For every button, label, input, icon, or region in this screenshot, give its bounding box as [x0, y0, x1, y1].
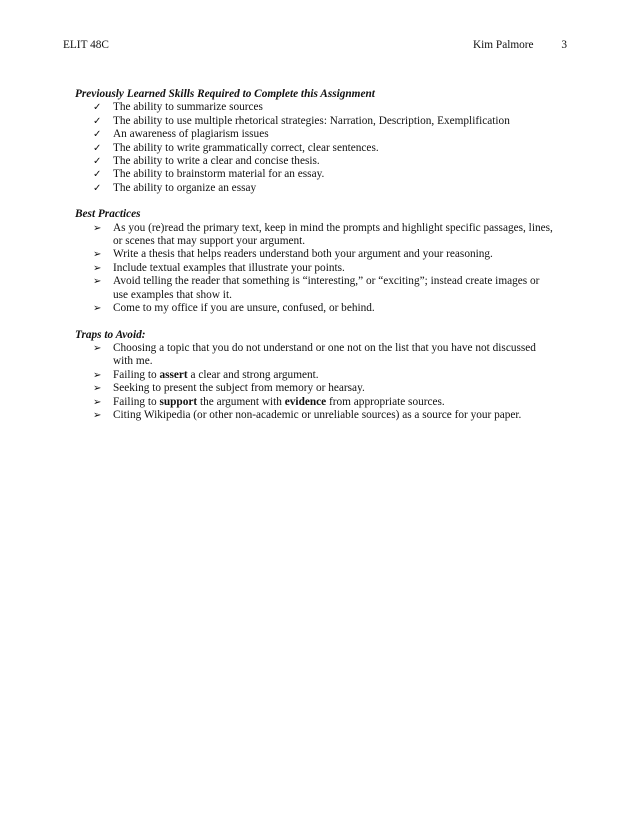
- list-item: [75, 342, 555, 369]
- best-practices-heading: Best Practices: [75, 208, 141, 221]
- arrowhead-icon: ➢: [93, 222, 102, 234]
- list-item: [75, 275, 555, 302]
- arrowhead-icon: ➢: [93, 409, 102, 421]
- emphasis-text: support: [159, 395, 198, 408]
- list-item: [75, 369, 555, 382]
- list-item-text: Avoid telling the reader that something is “interesting,” or “exciting”; instead create images or use examples that show it.: [113, 275, 540, 301]
- list-item: [75, 248, 555, 261]
- checkmark-icon: ✓: [93, 142, 102, 154]
- text-run: Citing Wikipedia (or other non-academic or unreliable sources) as a source for your paper.: [113, 408, 522, 421]
- checkmark-icon: ✓: [93, 129, 102, 141]
- list-item: [75, 302, 555, 315]
- author-name: Kim Palmore: [473, 39, 534, 51]
- list-item-text: An awareness of plagiarism issues: [113, 128, 269, 141]
- list-item: [75, 168, 555, 181]
- list-item: [75, 101, 555, 114]
- list-item: [75, 182, 555, 195]
- list-item-text: [113, 396, 445, 408]
- list-item-text: [113, 382, 365, 394]
- list-item: [75, 222, 555, 249]
- checkmark-icon: ✓: [93, 169, 102, 181]
- traps-heading: Traps to Avoid:: [75, 328, 146, 341]
- page-number: 3: [561, 39, 567, 51]
- list-item-text: As you (re)read the primary text, keep in mind the prompts and highlight specific passages, lines, or scenes that may support your argument.: [113, 221, 553, 248]
- arrowhead-icon: ➢: [93, 369, 102, 381]
- text-run: from appropriate sources.: [326, 395, 445, 408]
- list-item: [75, 142, 555, 155]
- text-run: Failing to: [113, 368, 160, 381]
- emphasis-text: assert: [159, 368, 188, 381]
- list-item: [75, 128, 555, 141]
- text-run: Seeking to present the subject from memory or hearsay.: [113, 382, 365, 395]
- list-item-text: The ability to write grammatically correct, clear sentences.: [113, 141, 379, 154]
- page-header: [63, 39, 567, 55]
- course-code: ELIT 48C: [63, 39, 109, 51]
- arrowhead-icon: ➢: [93, 249, 102, 261]
- arrowhead-icon: ➢: [93, 342, 102, 354]
- list-item: [75, 262, 555, 275]
- text-run: Failing to: [113, 395, 160, 408]
- list-item-text: [113, 369, 319, 381]
- checkmark-icon: ✓: [93, 156, 102, 168]
- list-item: [75, 382, 555, 395]
- traps-list: [75, 342, 555, 422]
- checkmark-icon: ✓: [93, 102, 102, 114]
- text-run: a clear and strong argument.: [187, 368, 319, 381]
- list-item-text: Include textual examples that illustrate your points.: [113, 261, 345, 274]
- list-item: [75, 155, 555, 168]
- list-item-text: The ability to organize an essay: [113, 181, 257, 194]
- text-run: the argument with: [197, 395, 285, 408]
- list-item-text: The ability to brainstorm material for an essay.: [113, 168, 325, 181]
- best-practices-list: [75, 222, 555, 316]
- list-item-text: Write a thesis that helps readers understand both your argument and your reasoning.: [113, 248, 493, 261]
- checkmark-icon: ✓: [93, 115, 102, 127]
- list-item: [75, 115, 555, 128]
- arrowhead-icon: ➢: [93, 276, 102, 288]
- document-body: [75, 88, 555, 435]
- arrowhead-icon: ➢: [93, 383, 102, 395]
- arrowhead-icon: ➢: [93, 262, 102, 274]
- skills-list: [75, 101, 555, 195]
- text-run: Choosing a topic that you do not understand or one not on the list that you have not discussed with me.: [113, 341, 536, 368]
- checkmark-icon: ✓: [93, 182, 102, 194]
- arrowhead-icon: ➢: [93, 396, 102, 408]
- list-item-text: The ability to use multiple rhetorical strategies: Narration, Description, Exemplification: [113, 114, 510, 127]
- list-item-text: Come to my office if you are unsure, confused, or behind.: [113, 302, 375, 315]
- arrowhead-icon: ➢: [93, 303, 102, 315]
- skills-heading: Previously Learned Skills Required to Complete this Assignment: [75, 88, 375, 100]
- list-item: [75, 409, 555, 422]
- list-item-text: [113, 409, 521, 421]
- list-item-text: The ability to summarize sources: [113, 101, 263, 114]
- list-item-text: [113, 342, 536, 367]
- list-item: [75, 396, 555, 409]
- emphasis-text: evidence: [284, 395, 327, 408]
- list-item-text: The ability to write a clear and concise thesis.: [113, 155, 320, 168]
